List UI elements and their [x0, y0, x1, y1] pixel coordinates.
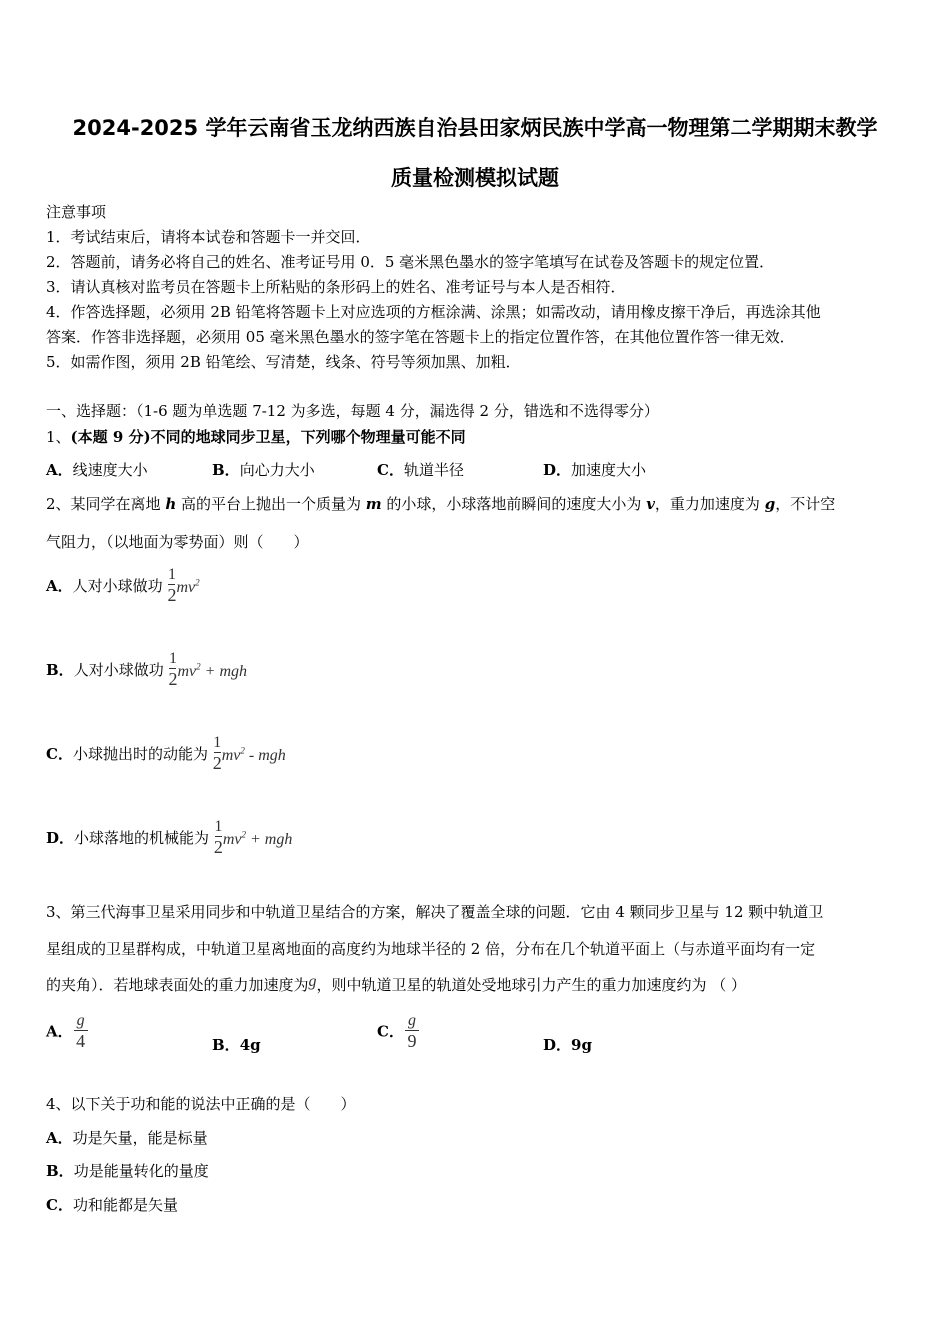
- page-title-line2: 质量检测模拟试题: [391, 166, 559, 190]
- notice-item: 5．如需作图，须用 2B 铅笔绘、写清楚，线条、符号等须加黑、加粗．: [46, 353, 521, 371]
- fraction: $\frac{1}{2}$: [213, 818, 223, 857]
- q2-option-c[interactable]: C．小球抛出时的动能为 $\frac{1}{2}$ $mv^2$ - mgh: [46, 734, 286, 773]
- question-2-stem: 2、某同学在离地 h 高的平台上抛出一个质量为 m 的小球，小球落地前瞬间的速度大小为 v，重力加速度为 g，不计空: [46, 495, 836, 513]
- section-heading: 一、选择题：（1-6 题为单选题 7-12 为多选，每题 4 分，漏选得 2 分，错选和不选得零分）: [46, 402, 659, 420]
- notice-item: 4．作答选择题，必须用 2B 铅笔将答题卡上对应选项的方框涂满、涂黑；如需改动，请用橡皮擦干净后，再选涂其他: [46, 303, 821, 321]
- notice-item: 3．请认真核对监考员在答题卡上所粘贴的条形码上的姓名、准考证号与本人是否相符．: [46, 278, 626, 296]
- q2-option-a[interactable]: A．人对小球做功 $\frac{1}{2}$ $mv^2$: [46, 566, 200, 605]
- q2-option-b[interactable]: B．人对小球做功 $\frac{1}{2}$ $mv^2$ + mgh: [46, 650, 247, 689]
- question-1-stem: [46, 427, 466, 447]
- notice-item: 答案．作答非选择题，必须用 05 毫米黑色墨水的签字笔在答题卡上的指定位置作答，在其他位置作答一律无效．: [46, 328, 795, 346]
- q3-option-c[interactable]: C． $\frac{g}{9}$: [377, 1012, 420, 1051]
- q1-option-a[interactable]: A．线速度大小: [46, 461, 148, 479]
- fraction: $\frac{1}{2}$: [168, 650, 178, 689]
- fraction: $\frac{1}{2}$: [212, 734, 222, 773]
- notice-heading: 注意事项: [46, 203, 107, 221]
- question-2-stem-line2: 气阻力，（以地面为零势面）则（ ）: [46, 533, 309, 551]
- notice-item: 2．答题前，请务必将自己的姓名、准考证号用 0．5 毫米黑色墨水的签字笔填写在试卷及答题卡的规定位置．: [46, 253, 775, 271]
- question-4-stem: 4、以下关于功和能的说法中正确的是（ ）: [46, 1095, 356, 1113]
- q1-option-c[interactable]: C．轨道半径: [377, 461, 464, 479]
- q4-option-b[interactable]: B．功是能量转化的量度: [46, 1162, 209, 1180]
- q1-option-d[interactable]: D．加速度大小: [543, 461, 647, 479]
- page-title-line1: 2024-2025 学年云南省玉龙纳西族自治县田家炳民族中学高一物理第二学期期末教学: [72, 116, 878, 140]
- question-3-stem-line2: 星组成的卫星群构成，中轨道卫星离地面的高度约为地球半径的 2 倍，分布在几个轨道平面上（与赤道平面均有一定: [46, 940, 816, 958]
- q3-option-a[interactable]: A． $\frac{g}{4}$: [46, 1012, 89, 1051]
- q2-option-d[interactable]: D．小球落地的机械能为 $\frac{1}{2}$ $mv^2$ + mgh: [46, 818, 293, 857]
- q4-option-a[interactable]: A．功是矢量，能是标量: [46, 1129, 208, 1147]
- question-text: (本题 9 分)不同的地球同步卫星，下列哪个物理量可能不同: [70, 428, 466, 446]
- q4-option-c[interactable]: C．功和能都是矢量: [46, 1196, 178, 1214]
- q3-option-d[interactable]: D．9g: [543, 1036, 592, 1054]
- question-3-stem-line3: 的夹角）．若地球表面处的重力加速度为g，则中轨道卫星的轨道处受地球引力产生的重力加速度约为 （ ）: [46, 973, 747, 994]
- question-3-stem-line1: 3、第三代海事卫星采用同步和中轨道卫星结合的方案，解决了覆盖全球的问题．它由 4 颗同步卫星与 12 颗中轨道卫: [46, 903, 824, 921]
- q1-option-b[interactable]: B．向心力大小: [212, 461, 315, 479]
- question-number: 1、: [46, 428, 71, 446]
- notice-item: 1．考试结束后，请将本试卷和答题卡一并交回．: [46, 228, 371, 246]
- q3-option-b[interactable]: B．4g: [212, 1036, 261, 1054]
- fraction: $\frac{1}{2}$: [167, 566, 177, 605]
